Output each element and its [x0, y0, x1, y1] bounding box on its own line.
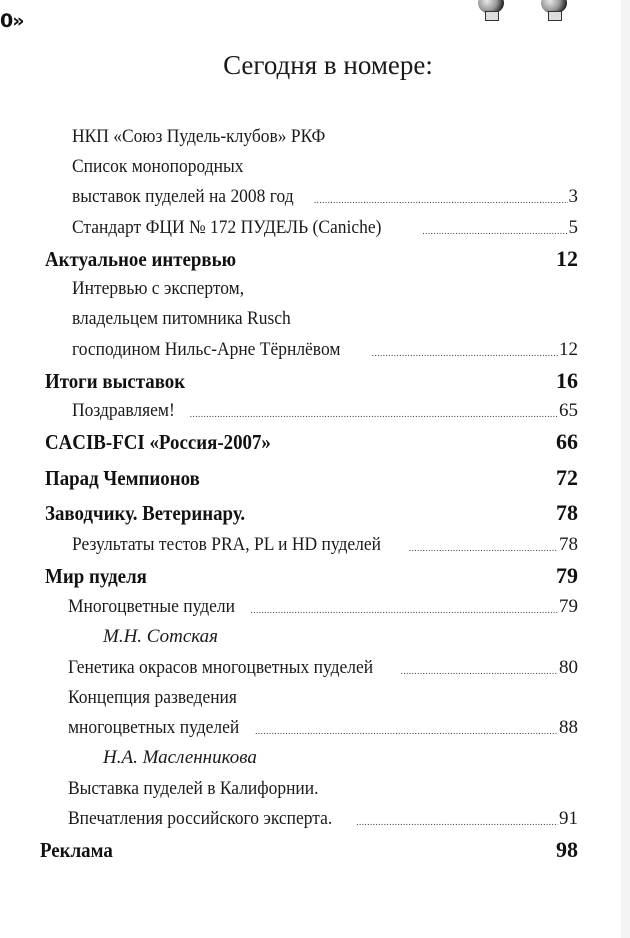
toc-entry-label: НКП «Союз Пудель-клубов» РКФ [72, 126, 326, 147]
toc-entry-label: Генетика окрасов многоцветных пуделей [68, 657, 374, 678]
ball-icon [541, 0, 567, 22]
page-title: Сегодня в номере: [223, 50, 433, 80]
dot-leader [372, 348, 558, 365]
toc-entry[interactable] [0, 274, 630, 304]
section-title: CACIB-FCI «Россия-2007» [45, 429, 271, 454]
toc-entry[interactable] [0, 396, 630, 426]
toc-page-number: 91 [559, 808, 578, 829]
toc-section-heading[interactable] [0, 366, 630, 396]
section-page-number: 98 [556, 837, 578, 862]
toc-section-heading[interactable] [0, 427, 630, 457]
toc-page-number: 78 [559, 534, 578, 555]
dot-leader [250, 605, 558, 622]
toc-entry-label: Многоцветные пудели [68, 596, 235, 617]
toc-entry[interactable] [0, 152, 630, 182]
toc-entry[interactable] [0, 213, 630, 243]
author-name: М.Н. Сотская [103, 626, 219, 647]
running-header-fragment: 0» [0, 10, 24, 32]
dot-leader [356, 817, 558, 834]
toc-entry[interactable] [0, 304, 630, 334]
toc-entry-label: Выставка пуделей в Калифорнии. [68, 778, 319, 799]
toc-entry[interactable] [0, 804, 630, 834]
toc-entry[interactable] [0, 335, 630, 365]
dot-leader [314, 195, 568, 212]
toc-entry[interactable] [0, 182, 630, 212]
section-title: Парад Чемпионов [45, 465, 200, 490]
toc-entry-label: господином Нильс-Арне Тёрнлёвом [72, 339, 341, 360]
section-page-number: 78 [556, 500, 578, 525]
toc-entry-label: многоцветных пуделей [68, 717, 240, 738]
dot-leader [190, 409, 558, 426]
section-page-number: 16 [556, 368, 578, 393]
section-title: Актуальное интервью [45, 246, 237, 271]
toc-entry[interactable] [0, 122, 630, 152]
section-title: Итоги выставок [45, 368, 186, 393]
section-title: Заводчику. Ветеринару. [45, 500, 246, 525]
toc-section-heading[interactable] [0, 498, 630, 528]
toc-entry[interactable] [0, 713, 630, 743]
toc-entry-label: Стандарт ФЦИ № 172 ПУДЕЛЬ (Caniche) [72, 217, 382, 238]
toc-page-number: 3 [568, 186, 578, 207]
section-title: Мир пуделя [45, 563, 147, 588]
toc-entry[interactable] [0, 653, 630, 683]
toc-entry[interactable] [0, 683, 630, 713]
toc-author [0, 622, 630, 652]
dot-leader [422, 226, 567, 243]
toc-entry-label: Концепция разведения [68, 687, 237, 708]
toc-entry-label: Список монопородных [72, 156, 244, 177]
dot-leader [255, 726, 558, 743]
toc-entry[interactable] [0, 592, 630, 622]
toc-entry-label: Впечатления российского эксперта. [68, 808, 333, 829]
toc-page-number: 65 [559, 400, 578, 421]
toc-section-heading[interactable] [0, 561, 630, 591]
dot-leader [409, 543, 558, 560]
section-title: Реклама [40, 837, 113, 862]
toc-page-number: 80 [559, 657, 578, 678]
toc-entry[interactable] [0, 774, 630, 804]
decorative-ornament [478, 0, 598, 24]
toc-entry-label: Интервью с экспертом, [72, 278, 245, 299]
toc-page-number: 79 [559, 596, 578, 617]
toc-entry[interactable] [0, 530, 630, 560]
dot-leader [401, 666, 558, 683]
toc-page-number: 12 [559, 339, 578, 360]
section-page-number: 79 [556, 563, 578, 588]
toc-page-number: 5 [568, 217, 578, 238]
author-name: Н.А. Масленникова [103, 747, 257, 768]
toc-entry-label: владельцем питомника Rusch [72, 308, 291, 329]
toc-entry-label: Поздравляем! [72, 400, 175, 421]
section-page-number: 66 [556, 429, 578, 454]
toc-page-number: 88 [559, 717, 578, 738]
section-page-number: 72 [556, 465, 578, 490]
toc-entry-label: выставок пуделей на 2008 год [72, 186, 294, 207]
toc-section-heading[interactable] [0, 244, 630, 274]
section-page-number: 12 [556, 246, 578, 271]
toc-author [0, 743, 630, 773]
toc-section-heading[interactable] [0, 463, 630, 493]
toc-section-heading[interactable] [0, 835, 630, 865]
toc-entry-label: Результаты тестов PRA, PL и HD пуделей [72, 534, 381, 555]
ball-icon [478, 0, 504, 22]
